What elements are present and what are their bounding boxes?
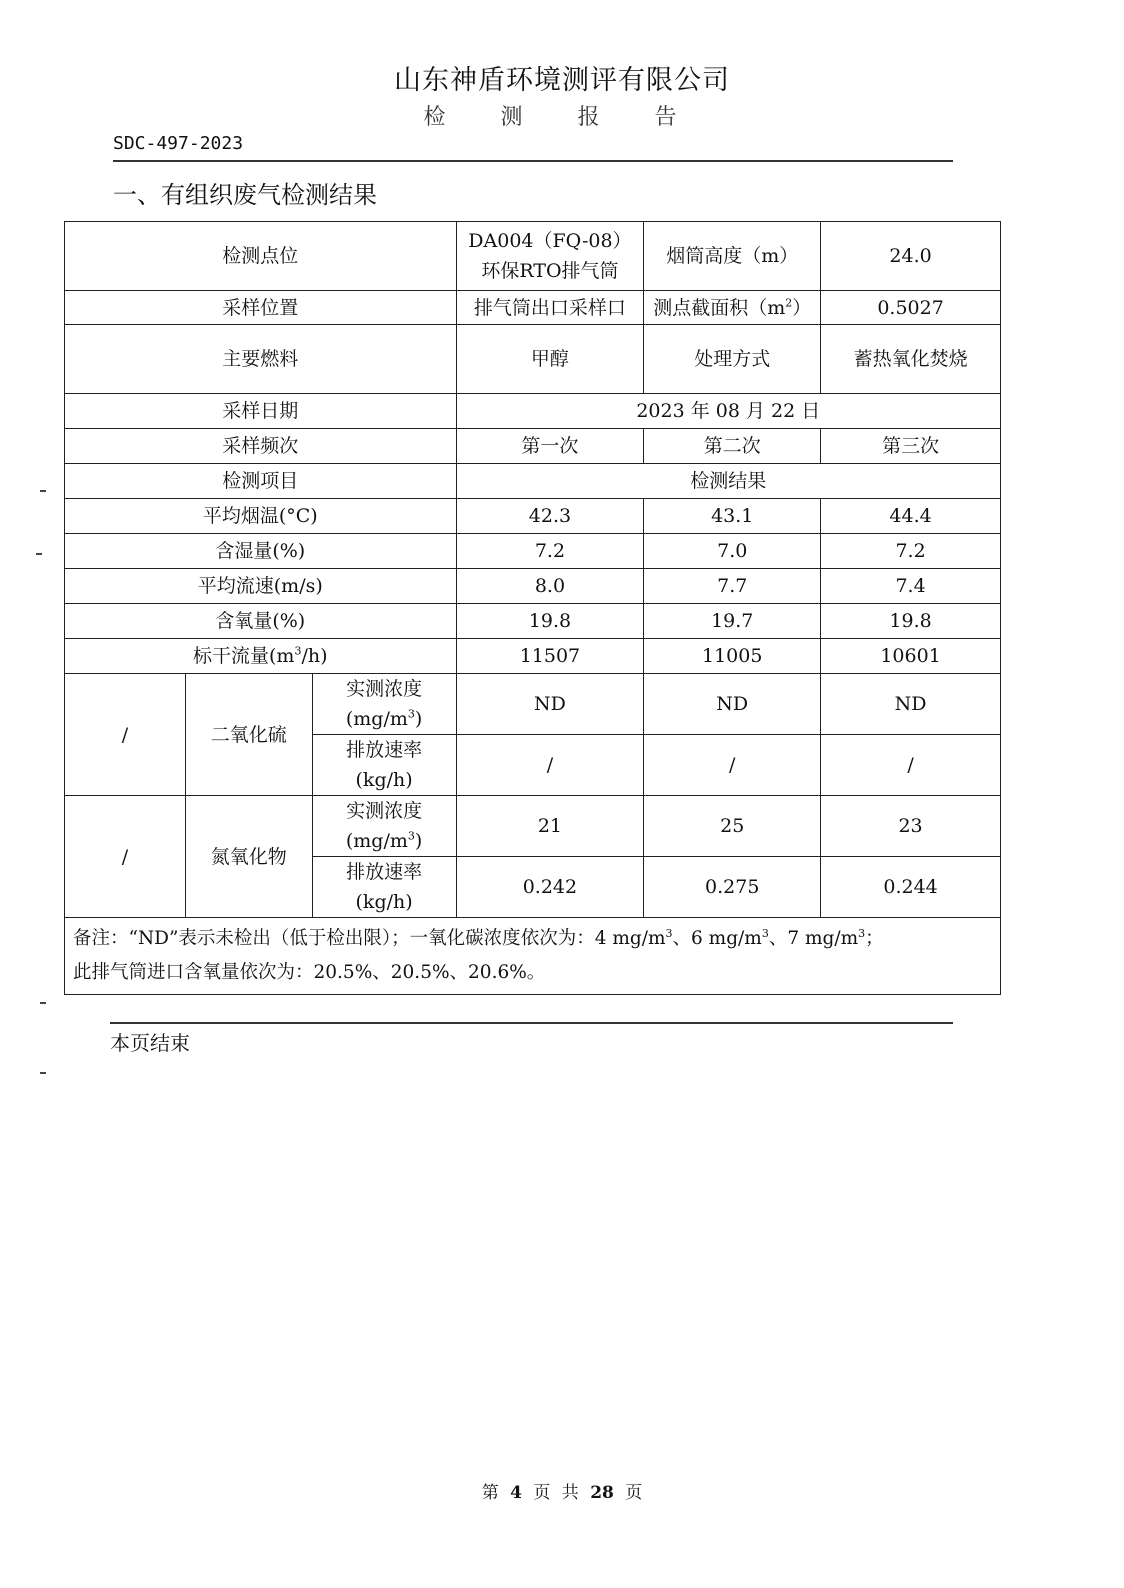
cross-section-label	[644, 291, 821, 325]
cross-section-label-suffix: ）	[792, 296, 812, 319]
scan-mark	[36, 553, 42, 555]
cross-section-label-text: 测点截面积（m	[653, 296, 786, 319]
cell-value: 8.0	[456, 569, 644, 604]
unit-text: (mg/m	[345, 708, 408, 730]
frequency-label: 采样频次	[65, 429, 457, 464]
cell-value: 7.7	[644, 569, 821, 604]
remarks-note	[65, 918, 1001, 995]
emission-rate-unit: (kg/h)	[355, 769, 413, 791]
monitor-point-label: 检测点位	[65, 222, 457, 291]
page-number: 4	[510, 1483, 522, 1503]
cell-value: 11507	[456, 639, 644, 674]
note-text: ；	[865, 928, 884, 949]
remarks-line-1	[73, 922, 992, 956]
concentration-label-text: 实测浓度	[346, 800, 423, 822]
pollutant-slash: /	[65, 796, 186, 918]
superscript: 3	[858, 926, 866, 940]
cell-value: ND	[821, 674, 1001, 735]
concentration-label	[312, 796, 456, 857]
table-row	[65, 325, 1001, 394]
row-label: 平均流速(m/s)	[65, 569, 457, 604]
cell-value: 0.244	[821, 857, 1001, 918]
end-of-page-text: 本页结束	[110, 1031, 190, 1055]
treatment-label: 处理方式	[644, 325, 821, 394]
cell-value: ND	[456, 674, 644, 735]
treatment-value: 蓄热氧化焚烧	[821, 325, 1001, 394]
cell-value: 10601	[821, 639, 1001, 674]
stack-height-label: 烟筒高度（m）	[644, 222, 821, 291]
table-row	[65, 674, 1001, 735]
row-label: 含氧量(%)	[65, 604, 457, 639]
table-row	[65, 604, 1001, 639]
cell-value: /	[456, 735, 644, 796]
cell-value: 43.1	[644, 499, 821, 534]
fuel-value: 甲醇	[456, 325, 644, 394]
superscript: 3	[294, 644, 302, 658]
table-row	[65, 796, 1001, 857]
emission-rate-label	[312, 735, 456, 796]
section-title: 一、有组织废气检测结果	[113, 181, 377, 209]
header-divider	[113, 160, 953, 162]
table-row	[65, 569, 1001, 604]
superscript: 3	[665, 926, 673, 940]
emission-rate-label-text: 排放速率	[346, 739, 423, 761]
frequency-1: 第一次	[456, 429, 644, 464]
table-row	[65, 639, 1001, 674]
report-title: 检 测 报 告	[423, 105, 701, 130]
cell-value: 19.7	[644, 604, 821, 639]
sampling-date-label: 采样日期	[65, 394, 457, 429]
end-divider	[110, 1022, 953, 1024]
monitor-point-value: DA004（FQ-08）环保RTO排气筒	[456, 222, 644, 291]
page-footer	[0, 1478, 1124, 1503]
concentration-unit	[317, 826, 452, 856]
footer-middle: 页 共	[533, 1483, 579, 1503]
remarks-line-2: 此排气筒进口含氧量依次为：20.5%、20.5%、20.6%。	[73, 962, 546, 983]
row-label	[65, 639, 457, 674]
cell-value: 0.242	[456, 857, 644, 918]
sampling-date-value: 2023 年 08 月 22 日	[456, 394, 1000, 429]
cell-value: /	[644, 735, 821, 796]
cell-value: 19.8	[456, 604, 644, 639]
unit-text: (mg/m	[345, 830, 408, 852]
cell-value: 19.8	[821, 604, 1001, 639]
pollutant-slash: /	[65, 674, 186, 796]
frequency-3: 第三次	[821, 429, 1001, 464]
unit-suffix: )	[414, 708, 423, 730]
sampling-location-label: 采样位置	[65, 291, 457, 325]
table-row	[65, 534, 1001, 569]
table-row	[65, 291, 1001, 325]
row-label: 平均烟温(°C)	[65, 499, 457, 534]
table-row	[65, 918, 1001, 995]
pollutant-name: 二氧化硫	[185, 674, 312, 796]
table-row	[65, 429, 1001, 464]
scan-mark	[40, 1002, 46, 1004]
company-name: 山东神盾环境测评有限公司	[394, 65, 730, 96]
document-number: SDC-497-2023	[113, 133, 244, 154]
emission-rate-label	[312, 857, 456, 918]
cell-value: /	[821, 735, 1001, 796]
cell-value: 11005	[644, 639, 821, 674]
scan-mark	[40, 490, 46, 492]
cell-value: 25	[644, 796, 821, 857]
note-text: 、6 mg/m	[672, 928, 762, 949]
superscript: 3	[761, 926, 769, 940]
item-label: 检测项目	[65, 464, 457, 499]
concentration-unit	[317, 704, 452, 734]
unit-suffix: )	[414, 830, 423, 852]
cell-value: 7.2	[456, 534, 644, 569]
scan-mark	[40, 1072, 46, 1074]
cross-section-value: 0.5027	[821, 291, 1001, 325]
emission-rate-unit: (kg/h)	[355, 891, 413, 913]
exhaust-gas-results-table	[64, 221, 1001, 995]
superscript: 3	[407, 707, 415, 721]
cell-value: 7.0	[644, 534, 821, 569]
emission-rate-label-text: 排放速率	[346, 861, 423, 883]
concentration-label	[312, 674, 456, 735]
superscript: 2	[785, 296, 793, 310]
cell-value: 7.4	[821, 569, 1001, 604]
footer-suffix: 页	[625, 1483, 643, 1503]
cell-value: 23	[821, 796, 1001, 857]
result-label: 检测结果	[456, 464, 1000, 499]
note-text: 、7 mg/m	[768, 928, 859, 949]
table-row	[65, 394, 1001, 429]
frequency-2: 第二次	[644, 429, 821, 464]
cell-value: 7.2	[821, 534, 1001, 569]
pollutant-name: 氮氧化物	[185, 796, 312, 918]
total-pages: 28	[590, 1483, 614, 1503]
superscript: 3	[407, 829, 415, 843]
cell-value: 44.4	[821, 499, 1001, 534]
row-label-suffix: /h)	[301, 645, 328, 667]
table-row	[65, 464, 1001, 499]
stack-height-value: 24.0	[821, 222, 1001, 291]
row-label-text: 标干流量(m	[193, 645, 295, 667]
cell-value: 21	[456, 796, 644, 857]
row-label: 含湿量(%)	[65, 534, 457, 569]
sampling-location-value: 排气筒出口采样口	[456, 291, 644, 325]
note-text: 备注：“ND”表示未检出（低于检出限）；一氧化碳浓度依次为：4 mg/m	[73, 928, 666, 949]
concentration-label-text: 实测浓度	[346, 678, 423, 700]
cell-value: 42.3	[456, 499, 644, 534]
cell-value: ND	[644, 674, 821, 735]
footer-prefix: 第	[481, 1483, 499, 1503]
table-row	[65, 499, 1001, 534]
cell-value: 0.275	[644, 857, 821, 918]
fuel-label: 主要燃料	[65, 325, 457, 394]
table-row	[65, 222, 1001, 291]
